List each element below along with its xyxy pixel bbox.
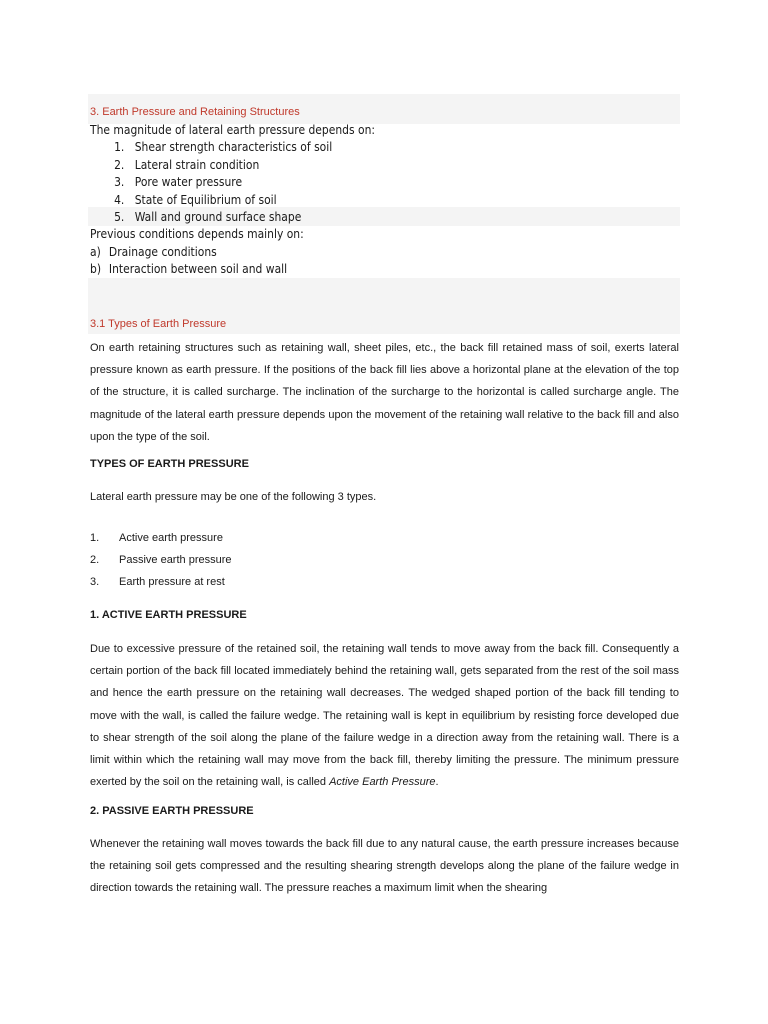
list-text: Wall and ground surface shape: [134, 208, 302, 224]
list-item: [90, 571, 232, 593]
conditions-intro: Previous conditions depends mainly on:: [90, 226, 304, 242]
condition-item: [90, 243, 375, 260]
list-text: Active earth pressure: [119, 532, 223, 544]
section-title: 3.1 Types of Earth Pressure: [90, 318, 227, 330]
list-text: Pore water pressure: [134, 174, 243, 190]
list-text: State of Equilibrium of soil: [134, 191, 277, 207]
list-item: [90, 549, 232, 571]
list-item: [90, 527, 232, 549]
list-text: Lateral strain condition: [134, 156, 260, 172]
subheading: TYPES OF EARTH PRESSURE: [90, 458, 249, 470]
list-letter: b): [90, 261, 102, 277]
intro-line: The magnitude of lateral earth pressure depends on:: [90, 122, 376, 137]
paragraph: On earth retaining structures such as retaining wall, sheet piles, etc., the back fill retained mass of soil, exerts lateral pressure known as earth pressure. If the positions of the back fill lies above a horizontal plane at the elevation of the top of the structure, it is called surcharge. The inclination of the surcharge to the horizontal is called surcharge angle. The magnitude of the lateral earth pressure depends upon the movement of the retaining wall relative to the back fill and also upon the type of the soil.: [90, 342, 679, 443]
factor-item: [90, 138, 375, 155]
list-number: 5.: [114, 208, 125, 224]
list-number: 1.: [114, 139, 125, 155]
list-text: Earth pressure at rest: [119, 576, 225, 589]
list-number: 1.: [90, 532, 100, 544]
list-number: 2.: [114, 156, 125, 172]
list-text: Drainage conditions: [108, 243, 217, 259]
factor-item: [90, 191, 375, 208]
paragraph: Whenever the retaining wall moves towards the back fill due to any natural cause, the earth pressure increases because the retaining soil gets compressed and the resulting shearing strength develops along the plane of the failure wedge in direction towards the retaining wall. The pressure reaches a maximum limit when the shearing: [90, 838, 679, 895]
list-text: Shear strength characteristics of soil: [134, 139, 333, 155]
paragraph: Lateral earth pressure may be one of the following 3 types.: [90, 491, 377, 503]
factor-item: [90, 208, 375, 225]
emphasized-term: Active Earth Pressure: [329, 776, 436, 789]
section-title: 3. Earth Pressure and Retaining Structures: [90, 106, 300, 118]
list-number: 3.: [90, 576, 100, 589]
paragraph-text: Due to excessive pressure of the retained soil, the retaining wall tends to move away from the back fill. Consequently a certain portion of the back fill located immediately behind the retaining wall, gets separated from the rest of the soil mass and hence the earth pressure on the retaining wall decreases. The wedged shaped portion of the back fill tending to move with the wall, is called the failure wedge. The retaining wall is kept in equilibrium by resisting force developed due to shear strength of the soil along the plane of the failure wedge in a direction away from the retaining wall. There is a limit within which the retaining wall may move from the back fill, thereby limiting the pressure. The minimum pressure exerted by the soil on the retaining wall, is called: [90, 643, 679, 789]
section-intro-block: [90, 121, 375, 278]
paragraph: [90, 638, 679, 793]
list-text: Interaction between soil and wall: [108, 261, 288, 277]
condition-item: [90, 260, 375, 277]
list-number: 2.: [90, 554, 100, 567]
list-text: Passive earth pressure: [119, 554, 232, 567]
types-list: [90, 527, 232, 594]
list-letter: a): [90, 243, 101, 259]
punctuation: .: [435, 776, 439, 789]
subheading: 1. ACTIVE EARTH PRESSURE: [90, 609, 247, 621]
subheading: 2. PASSIVE EARTH PRESSURE: [90, 805, 254, 817]
list-number: 4.: [114, 191, 125, 207]
factor-item: [90, 173, 375, 190]
list-number: 3.: [114, 174, 125, 190]
factor-item: [90, 156, 375, 173]
